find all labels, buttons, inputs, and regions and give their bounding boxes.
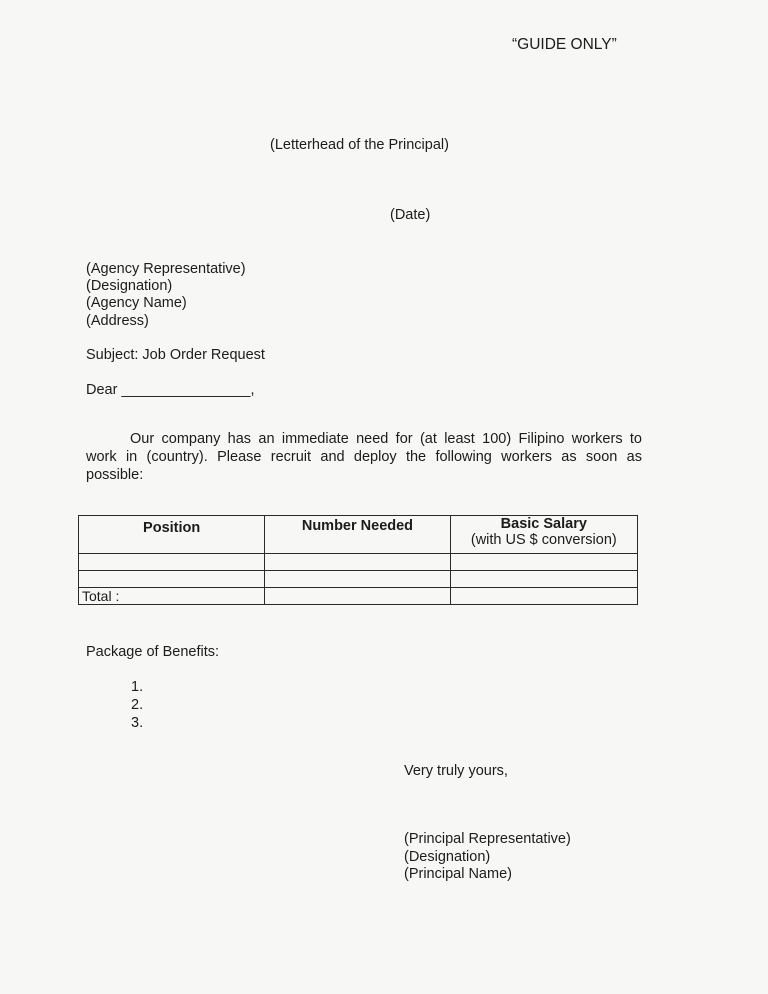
table-cell [79, 571, 265, 588]
body-paragraph-line-3: possible: [86, 467, 144, 483]
benefit-item: 2. [131, 697, 144, 713]
closing-line: Very truly yours, [404, 763, 508, 779]
recipient-designation: (Designation) [86, 278, 173, 294]
recipient-agency-name: (Agency Name) [86, 295, 187, 311]
signature-representative: (Principal Representative) [404, 831, 571, 847]
benefit-item: 1. [131, 679, 144, 695]
table-header-row [79, 516, 638, 554]
benefits-title: Package of Benefits: [86, 644, 219, 660]
body-text: Our company has an immediate need for (at least 100) Filipino workers to [130, 431, 642, 447]
number-needed-header: Number Needed [265, 516, 450, 554]
table-cell [450, 554, 637, 571]
signature-designation: (Designation) [404, 849, 491, 865]
total-label-cell: Total : [79, 588, 265, 605]
table-cell [450, 571, 637, 588]
basic-salary-title: Basic Salary [500, 516, 587, 532]
basic-salary-subtitle: (with US $ conversion) [470, 532, 617, 548]
table-cell [450, 588, 637, 605]
body-paragraph-line-1 [86, 430, 642, 448]
guide-only-note: “GUIDE ONLY” [512, 36, 617, 53]
table-total-row [79, 588, 638, 605]
signature-principal-name: (Principal Name) [404, 866, 512, 882]
table-row [79, 571, 638, 588]
recipient-address: (Address) [86, 313, 149, 329]
table-row [79, 554, 638, 571]
position-header: Position [79, 516, 265, 554]
basic-salary-header [450, 516, 637, 554]
salutation: Dear ________________, [86, 382, 255, 398]
job-order-table [78, 515, 638, 605]
date-placeholder: (Date) [390, 207, 431, 223]
table-cell [265, 571, 450, 588]
table-cell [265, 554, 450, 571]
table-cell [265, 588, 450, 605]
letterhead-placeholder: (Letterhead of the Principal) [270, 137, 449, 153]
table-cell [79, 554, 265, 571]
body-paragraph-line-2: work in (country). Please recruit and deploy the following workers as soon as [86, 449, 642, 465]
subject-line: Subject: Job Order Request [86, 347, 265, 363]
recipient-representative: (Agency Representative) [86, 261, 246, 277]
benefit-item: 3. [131, 715, 144, 731]
